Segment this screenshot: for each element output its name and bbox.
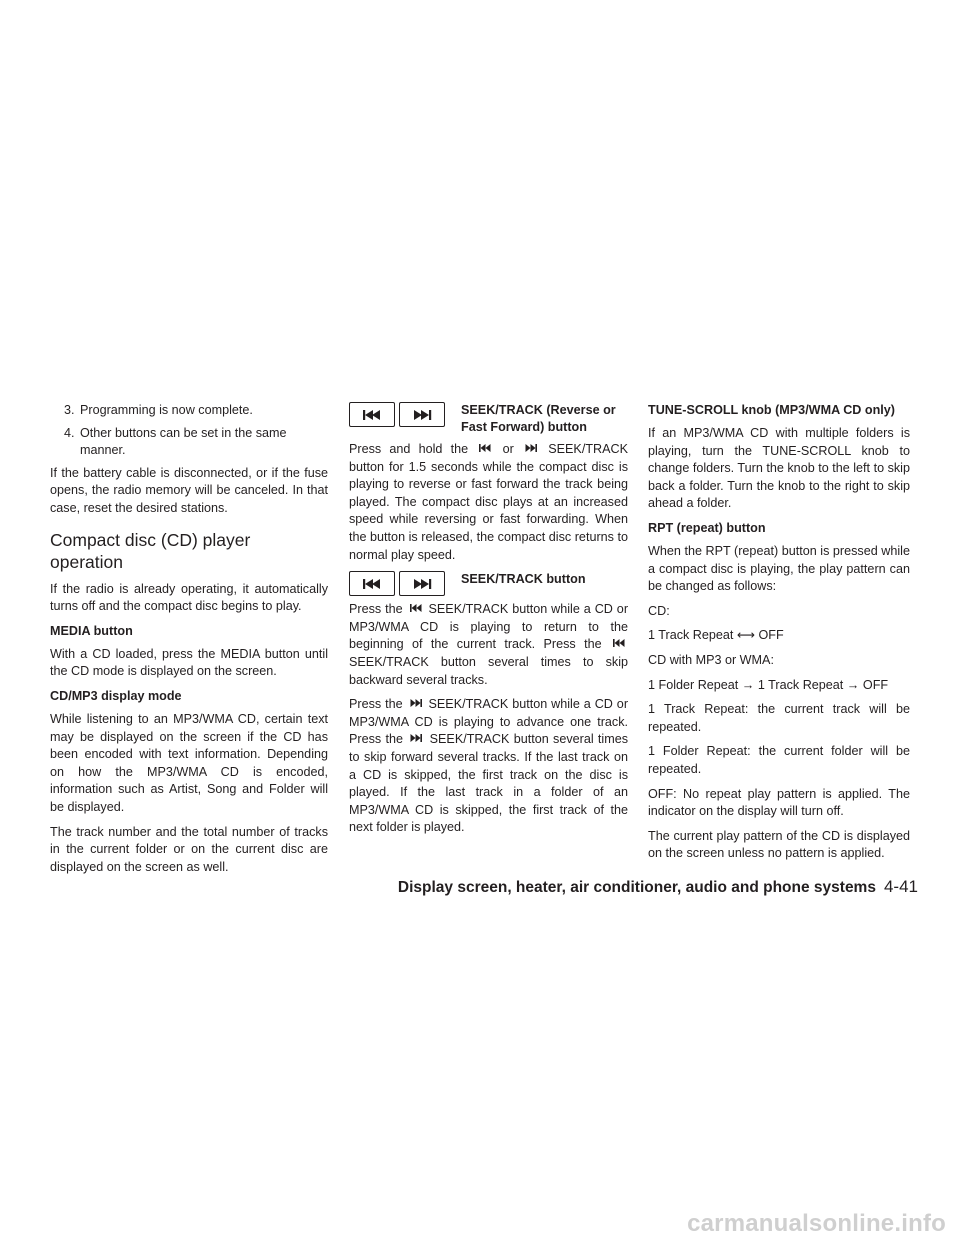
section-title: Compact disc (CD) player operation: [50, 529, 251, 572]
watermark: carmanualsonline.info: [687, 1210, 946, 1237]
display-mode-paragraph: While listening to an MP3/WMA CD, certain text may be displayed on the screen if the CD has been encoded with text information. Depending on how the MP3/WMA CD is encoded, information such as Artist, Song and Folder will be displayed.: [50, 711, 328, 814]
skip-forward-icon: [409, 698, 423, 708]
skip-back-icon: [349, 402, 395, 427]
off-definition: OFF: No repeat play pattern is applied. The indicator on the display will turn off.: [648, 786, 910, 819]
battery-note: If the battery cable is disconnected, or if the fuse opens, the radio memory will be canceled. In that case, reset the desired stations.: [50, 465, 328, 515]
list-item-step-4: 4. Other buttons can be set in the same manner.: [64, 425, 287, 458]
forward-paragraph: Press the SEEK/TRACK button while a CD or MP3/WMA CD is playing to advance one track. Press the SEEK/TRACK button several times to skip forward several tracks. If the last track on a CD is skipped, the first track on the disc is played. If the last track in a folder of an MP3/WMA CD is skipped, the first track of the next folder is played.: [349, 697, 629, 835]
seek-track-heading: [349, 571, 628, 596]
rpt-heading: RPT (repeat) button: [648, 520, 766, 535]
track-repeat-definition: 1 Track Repeat: the current track will be repeated.: [648, 702, 910, 734]
skip-back-icon: [409, 603, 423, 613]
tune-scroll-paragraph: If an MP3/WMA CD with multiple folders is playing, turn the TUNE-SCROLL knob to change folders. Turn the knob to the left to skip back a folder. Turn the knob to the right to skip ahead a folder.: [648, 426, 910, 511]
skip-forward-icon: [399, 571, 445, 596]
left-column: [50, 402, 328, 883]
seek-button-pair: [349, 571, 449, 596]
reverse-paragraph: Press the SEEK/TRACK button while a CD or MP3/WMA CD is playing to return to the beginning of the current track. Press the SEEK/TRACK button several times to skip backward several tracks.: [349, 602, 629, 687]
seek-track-title: SEEK/TRACK button: [461, 572, 586, 587]
list-item-step-3: 3. Programming is now complete.: [64, 403, 253, 417]
seek-ff-title: SEEK/TRACK (Reverse or Fast Forward) button: [461, 403, 616, 434]
right-column: [648, 402, 910, 870]
skip-forward-icon: [399, 402, 445, 427]
media-button-paragraph: With a CD loaded, press the MEDIA button until the CD mode is displayed on the screen.: [50, 646, 328, 679]
mp3-label: CD with MP3 or WMA:: [648, 652, 774, 667]
track-number-paragraph: The track number and the total number of tracks in the current folder or on the current disc are displayed on the screen as well.: [50, 824, 328, 874]
skip-forward-icon: [524, 443, 538, 453]
cd-intro-paragraph: If the radio is already operating, it automatically turns off and the compact disc begins to play.: [50, 581, 328, 614]
seek-ff-heading: [349, 402, 628, 436]
page-number: 4-41: [883, 877, 918, 896]
skip-back-icon: [612, 638, 626, 648]
display-mode-heading: CD/MP3 display mode: [50, 688, 182, 703]
footer-title: Display screen, heater, air conditioner, audio and phone systems: [397, 879, 876, 896]
mp3-pattern: 1 Folder Repeat → 1 Track Repeat → OFF: [648, 677, 889, 692]
media-button-heading: MEDIA button: [50, 623, 133, 638]
page-footer: [398, 877, 918, 898]
press-hold-paragraph: Press and hold the or SEEK/TRACK button for 1.5 seconds while the compact disc is playing to reverse or fast forward the track being played. The compact disc plays at an increased speed while reversing or fast forwarding. When the button is released, the compact disc returns to normal play speed.: [349, 442, 629, 562]
rpt-paragraph: When the RPT (repeat) button is pressed while a compact disc is playing, the play pattern can be changed as follows:: [648, 543, 910, 594]
skip-back-icon: [478, 443, 492, 453]
folder-repeat-definition: 1 Folder Repeat: the current folder will be repeated.: [648, 744, 910, 776]
skip-forward-icon: [409, 733, 423, 743]
cd-label: CD:: [648, 603, 670, 618]
current-pattern-paragraph: The current play pattern of the CD is displayed on the screen unless no pattern is applied.: [648, 828, 910, 861]
cd-pattern: 1 Track Repeat ⟷ OFF: [648, 628, 784, 643]
tune-scroll-heading: TUNE-SCROLL knob (MP3/WMA CD only): [648, 403, 895, 417]
skip-back-icon: [349, 571, 395, 596]
seek-button-pair: [349, 402, 449, 427]
middle-column: [349, 402, 628, 844]
